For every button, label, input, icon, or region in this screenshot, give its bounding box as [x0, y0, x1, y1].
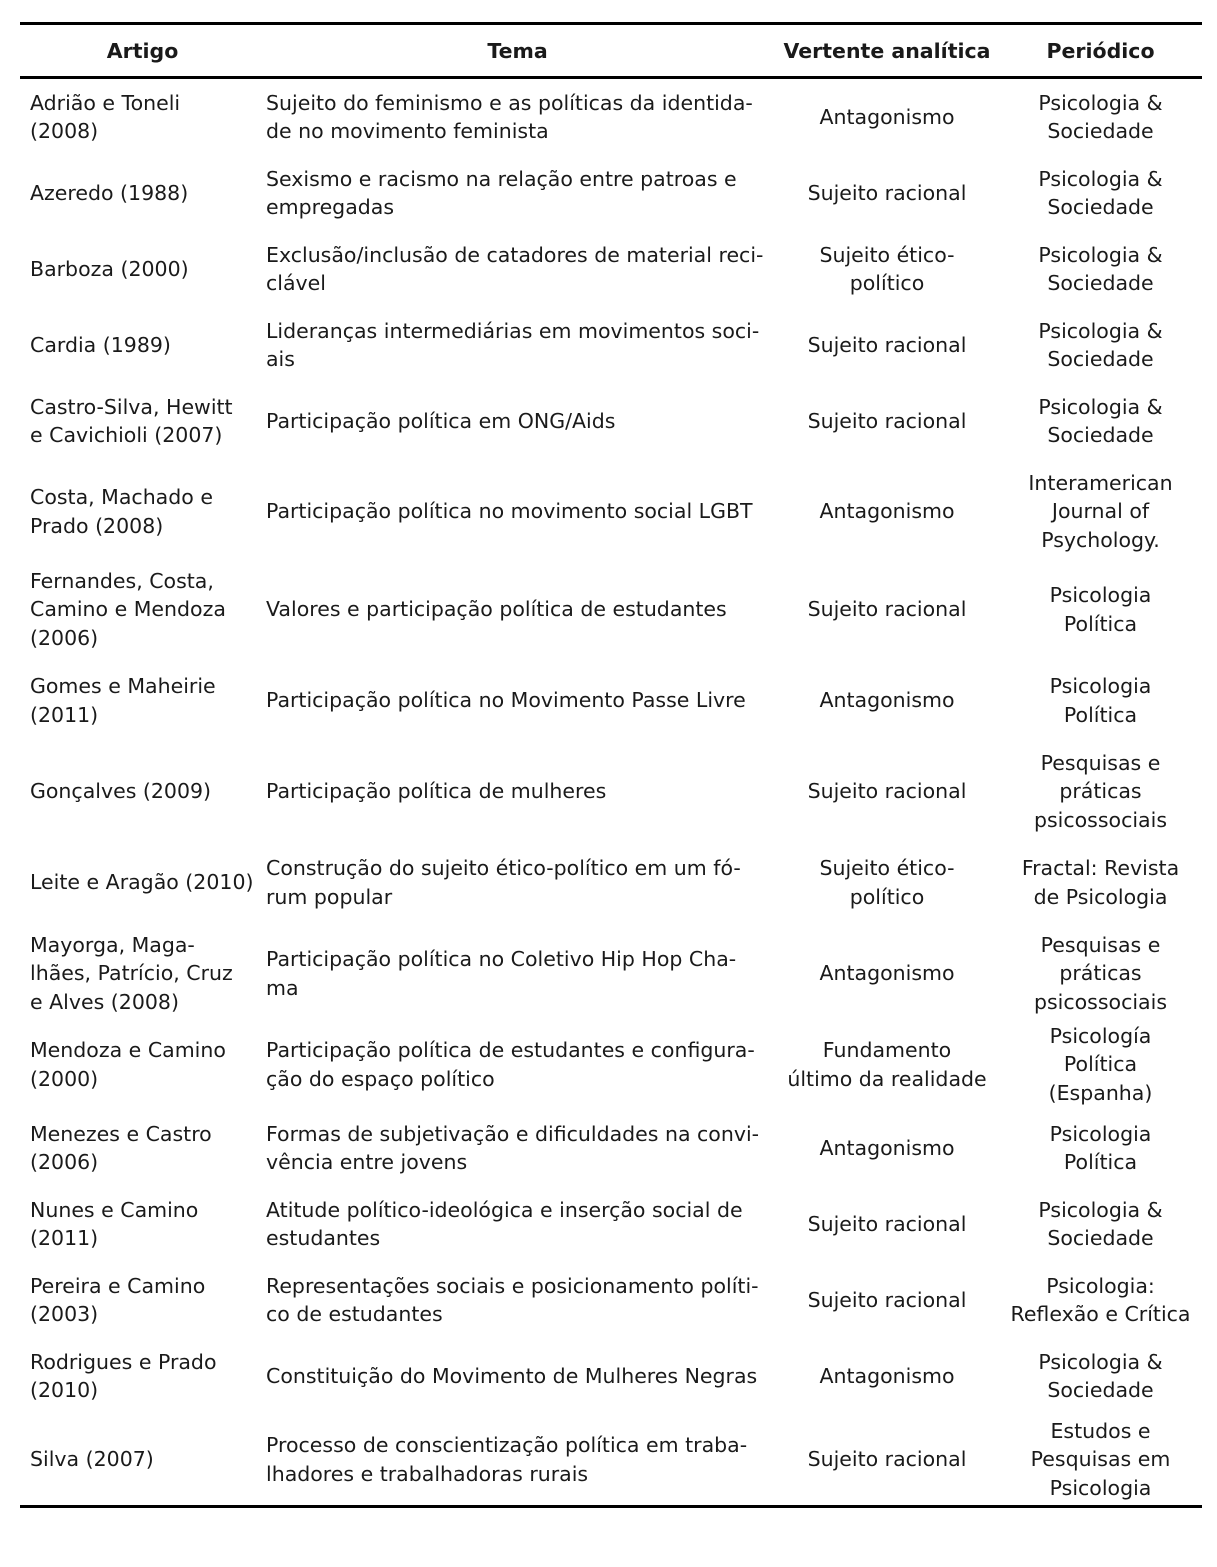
- cell-vertente: [775, 331, 999, 360]
- cell-vertente: [775, 1362, 999, 1391]
- cell-vertente: [775, 497, 999, 526]
- cell-artigo-text: Barboza (2000): [30, 256, 189, 281]
- cell-periodico: [999, 241, 1202, 298]
- cell-vertente-text: Sujeito racional: [807, 332, 967, 357]
- cell-vertente-text: Sujeito racional: [807, 1287, 967, 1312]
- cell-vertente: [775, 103, 999, 132]
- table-row: [20, 837, 1202, 928]
- cell-artigo: [20, 1348, 255, 1405]
- cell-periodico: [999, 1417, 1202, 1503]
- cell-vertente-text: Sujeito ético- político: [819, 856, 955, 909]
- cell-periodico: [999, 749, 1202, 835]
- cell-tema: [255, 1196, 775, 1253]
- cell-tema-text: Formas de subjetivação e dificuldades na convi- vência entre jovens: [266, 1121, 760, 1174]
- cell-artigo: [20, 777, 255, 806]
- cell-periodico-text: Psicologia Política: [1049, 583, 1152, 636]
- cell-periodico-text: Psicologia & Sociedade: [1038, 242, 1163, 295]
- table-row: [20, 155, 1202, 231]
- cell-periodico: [999, 89, 1202, 146]
- cell-tema-text: Participação política de mulheres: [266, 779, 607, 804]
- cell-tema-text: Participação política no Movimento Passe Livre: [266, 688, 746, 713]
- cell-artigo: [20, 331, 255, 360]
- cell-periodico: [999, 672, 1202, 729]
- cell-periodico-text: Psicologia & Sociedade: [1038, 90, 1163, 143]
- cell-artigo: [20, 179, 255, 208]
- cell-tema-text: Sujeito do feminismo e as políticas da identida- de no movimento feminista: [266, 90, 753, 143]
- table-row: [20, 459, 1202, 564]
- cell-artigo: [20, 868, 255, 897]
- cell-vertente-text: Sujeito racional: [807, 408, 967, 433]
- cell-tema: [255, 1036, 775, 1093]
- cell-tema-text: Participação política no Coletivo Hip Hop Cha- ma: [266, 947, 737, 1000]
- cell-artigo-text: Costa, Machado e Prado (2008): [30, 485, 213, 538]
- cell-vertente: [775, 1036, 999, 1093]
- cell-vertente: [775, 595, 999, 624]
- cell-periodico: [999, 854, 1202, 911]
- cell-tema: [255, 89, 775, 146]
- cell-periodico-text: Psicología Política (Espanha): [1048, 1023, 1153, 1105]
- cell-vertente: [775, 407, 999, 436]
- cell-vertente-text: Antagonismo: [819, 499, 955, 524]
- cell-tema: [255, 777, 775, 806]
- cell-vertente: [775, 1445, 999, 1474]
- cell-periodico-text: Interamerican Journal of Psychology.: [1028, 470, 1173, 552]
- cell-periodico-text: Estudos e Pesquisas em Psicologia: [1030, 1418, 1171, 1500]
- cell-vertente-text: Antagonismo: [819, 1363, 955, 1388]
- cell-tema-text: Constituição do Movimento de Mulheres Negras: [266, 1363, 758, 1388]
- cell-artigo-text: Castro-Silva, Hewitt e Cavichioli (2007): [30, 394, 233, 447]
- cell-tema-text: Participação política em ONG/Aids: [266, 408, 616, 433]
- cell-artigo-text: Leite e Aragão (2010): [30, 870, 254, 895]
- cell-vertente-text: Antagonismo: [819, 104, 955, 129]
- cell-periodico-text: Psicologia & Sociedade: [1038, 394, 1163, 447]
- cell-tema-text: Participação política no movimento social LGBT: [266, 499, 753, 524]
- cell-vertente-text: Sujeito racional: [807, 779, 967, 804]
- table-row: [20, 1338, 1202, 1414]
- cell-vertente-text: Antagonismo: [819, 961, 955, 986]
- cell-tema: [255, 407, 775, 436]
- cell-periodico: [999, 1348, 1202, 1405]
- cell-artigo-text: Menezes e Castro (2006): [30, 1121, 212, 1174]
- cell-artigo-text: Rodrigues e Prado (2010): [30, 1349, 217, 1402]
- table-row: [20, 231, 1202, 307]
- cell-tema-text: Valores e participação política de estudantes: [266, 597, 727, 622]
- cell-artigo-text: Adrião e Toneli (2008): [30, 90, 181, 143]
- cell-periodico-text: Psicologia Política: [1049, 674, 1152, 727]
- cell-tema: [255, 595, 775, 624]
- cell-periodico-text: Psicologia: Reflexão e Crítica: [1010, 1273, 1191, 1326]
- cell-artigo-text: Azeredo (1988): [30, 180, 189, 205]
- cell-periodico: [999, 469, 1202, 555]
- table-bottom-rule: [20, 1505, 1202, 1508]
- cell-periodico: [999, 393, 1202, 450]
- cell-periodico: [999, 317, 1202, 374]
- cell-tema: [255, 1272, 775, 1329]
- cell-vertente-text: Fundamento último da realidade: [787, 1038, 987, 1091]
- table-header-row: [20, 25, 1202, 76]
- cell-artigo-text: Silva (2007): [30, 1447, 154, 1472]
- cell-artigo-text: Pereira e Camino (2003): [30, 1273, 206, 1326]
- cell-artigo-text: Mendoza e Camino (2000): [30, 1038, 226, 1091]
- header-tema: Tema: [487, 38, 548, 63]
- header-artigo: Artigo: [106, 38, 179, 63]
- cell-artigo: [20, 1272, 255, 1329]
- cell-artigo: [20, 567, 255, 653]
- cell-vertente: [775, 241, 999, 298]
- cell-tema-text: Exclusão/inclusão de catadores de material reci- clável: [266, 242, 764, 295]
- cell-vertente-text: Antagonismo: [819, 688, 955, 713]
- table-body: [20, 79, 1202, 1505]
- cell-tema: [255, 686, 775, 715]
- header-periodico: Periódico: [1046, 38, 1155, 63]
- cell-tema-text: Representações sociais e posicionamento políti- co de estudantes: [266, 1273, 759, 1326]
- cell-periodico-text: Pesquisas e práticas psicossociais: [1033, 932, 1167, 1014]
- cell-tema-text: Lideranças intermediárias em movimentos soci- ais: [266, 318, 760, 371]
- cell-artigo-text: Gomes e Maheirie (2011): [30, 674, 216, 727]
- table-row: [20, 1414, 1202, 1505]
- cell-vertente-text: Sujeito racional: [807, 1447, 967, 1472]
- table-row: [20, 1186, 1202, 1262]
- cell-tema: [255, 1362, 775, 1391]
- cell-periodico: [999, 1272, 1202, 1329]
- cell-periodico-text: Fractal: Revista de Psicologia: [1021, 856, 1180, 909]
- cell-artigo-text: Cardia (1989): [30, 332, 171, 357]
- cell-periodico: [999, 1196, 1202, 1253]
- cell-vertente: [775, 854, 999, 911]
- cell-artigo: [20, 255, 255, 284]
- cell-artigo: [20, 393, 255, 450]
- cell-periodico-text: Psicologia & Sociedade: [1038, 1197, 1163, 1250]
- cell-tema: [255, 1120, 775, 1177]
- cell-periodico: [999, 581, 1202, 638]
- cell-periodico: [999, 931, 1202, 1017]
- cell-vertente-text: Sujeito racional: [807, 597, 967, 622]
- cell-tema-text: Atitude político-ideológica e inserção social de estudantes: [266, 1197, 743, 1250]
- cell-periodico-text: Psicologia & Sociedade: [1038, 318, 1163, 371]
- table-row: [20, 79, 1202, 155]
- table-row: [20, 383, 1202, 459]
- cell-vertente: [775, 959, 999, 988]
- cell-periodico-text: Psicologia & Sociedade: [1038, 166, 1163, 219]
- cell-artigo: [20, 1196, 255, 1253]
- cell-tema: [255, 1431, 775, 1488]
- cell-vertente: [775, 179, 999, 208]
- cell-vertente: [775, 1134, 999, 1163]
- table-row: [20, 1019, 1202, 1110]
- cell-artigo: [20, 1120, 255, 1177]
- cell-artigo-text: Nunes e Camino (2011): [30, 1197, 199, 1250]
- cell-periodico: [999, 165, 1202, 222]
- cell-tema: [255, 945, 775, 1002]
- data-table: [20, 22, 1202, 1508]
- table-row: [20, 307, 1202, 383]
- cell-tema-text: Construção do sujeito ético-político em um fó- rum popular: [266, 856, 741, 909]
- cell-vertente: [775, 1210, 999, 1239]
- cell-vertente: [775, 1286, 999, 1315]
- table-row: [20, 746, 1202, 837]
- cell-periodico: [999, 1022, 1202, 1108]
- table-row: [20, 928, 1202, 1019]
- cell-artigo: [20, 1036, 255, 1093]
- cell-tema: [255, 854, 775, 911]
- cell-vertente-text: Sujeito ético- político: [819, 242, 955, 295]
- cell-vertente: [775, 777, 999, 806]
- table-row: [20, 564, 1202, 655]
- cell-vertente: [775, 686, 999, 715]
- cell-tema: [255, 317, 775, 374]
- cell-periodico-text: Psicologia & Sociedade: [1038, 1349, 1163, 1402]
- cell-artigo: [20, 89, 255, 146]
- cell-tema: [255, 165, 775, 222]
- cell-artigo-text: Mayorga, Maga- lhães, Patrício, Cruz e Alves (2008): [30, 932, 233, 1014]
- cell-artigo-text: Fernandes, Costa, Camino e Mendoza (2006): [30, 568, 226, 650]
- cell-tema-text: Processo de conscientização política em traba- lhadores e trabalhadoras rurais: [266, 1433, 748, 1486]
- cell-tema: [255, 241, 775, 298]
- cell-artigo-text: Gonçalves (2009): [30, 779, 212, 804]
- cell-periodico-text: Pesquisas e práticas psicossociais: [1033, 750, 1167, 832]
- table-row: [20, 1110, 1202, 1186]
- cell-periodico-text: Psicologia Política: [1049, 1121, 1152, 1174]
- table-row: [20, 1262, 1202, 1338]
- cell-tema-text: Participação política de estudantes e configura- ção do espaço político: [266, 1038, 755, 1091]
- cell-periodico: [999, 1120, 1202, 1177]
- cell-tema: [255, 497, 775, 526]
- cell-vertente-text: Antagonismo: [819, 1135, 955, 1160]
- cell-artigo: [20, 1445, 255, 1474]
- cell-artigo: [20, 672, 255, 729]
- table-row: [20, 655, 1202, 746]
- cell-artigo: [20, 931, 255, 1017]
- cell-artigo: [20, 483, 255, 540]
- cell-vertente-text: Sujeito racional: [807, 1211, 967, 1236]
- header-vertente: Vertente analítica: [783, 38, 991, 63]
- cell-vertente-text: Sujeito racional: [807, 180, 967, 205]
- cell-tema-text: Sexismo e racismo na relação entre patroas e empregadas: [266, 166, 737, 219]
